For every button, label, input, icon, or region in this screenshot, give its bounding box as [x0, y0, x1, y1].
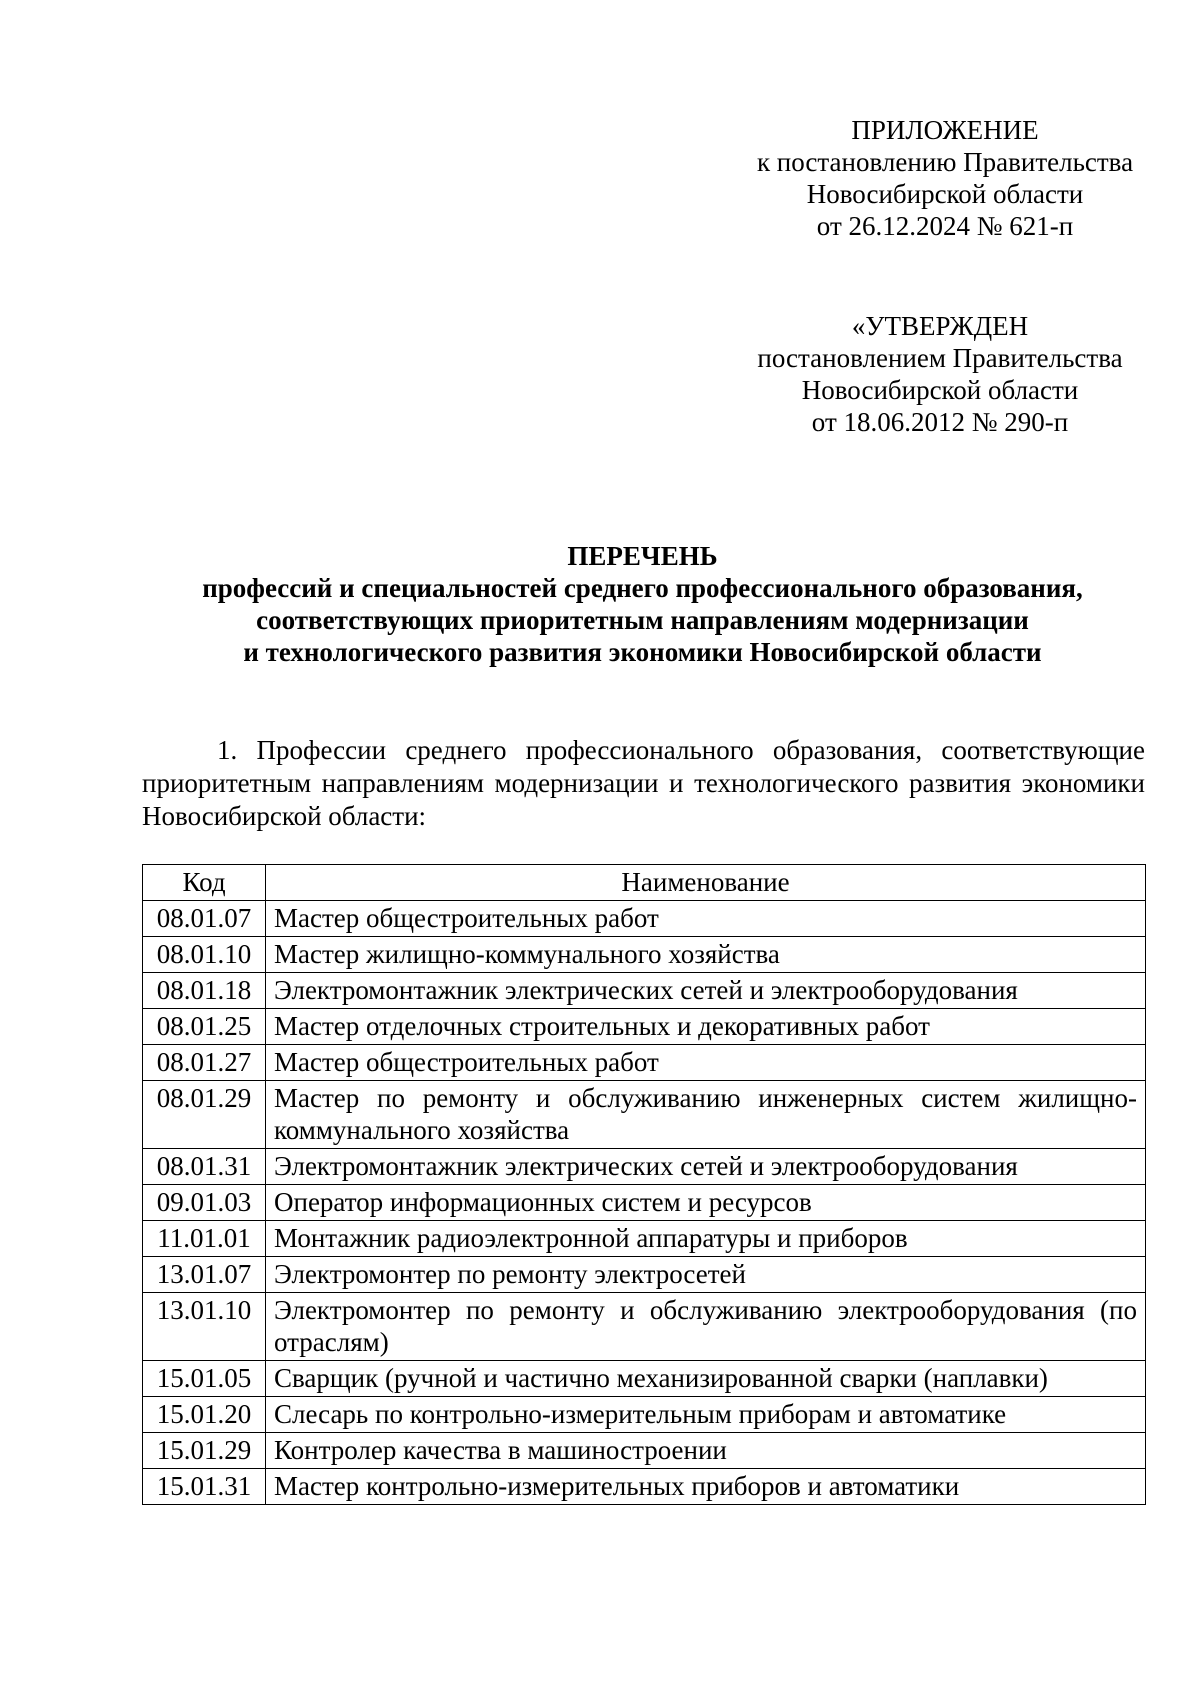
row-code: 09.01.03 — [143, 1185, 266, 1221]
row-name: Электромонтажник электрических сетей и электрооборудования — [266, 1149, 1146, 1185]
table-header-row — [143, 865, 1146, 901]
table-row — [143, 1185, 1146, 1221]
row-code: 08.01.25 — [143, 1009, 266, 1045]
appendix-heading: ПРИЛОЖЕНИЕ — [851, 115, 1039, 145]
title-heading: ПЕРЕЧЕНЬ — [567, 541, 718, 571]
appendix-line: к постановлению Правительства — [756, 147, 1134, 177]
table-row — [143, 1469, 1146, 1505]
professions-table — [142, 864, 1146, 1505]
approval-line: постановлением Правительства — [757, 343, 1123, 373]
row-code: 08.01.29 — [143, 1081, 266, 1149]
document-title — [130, 540, 1155, 668]
row-name: Электромонтер по ремонту и обслуживанию электрооборудования (по отраслям) — [266, 1293, 1146, 1361]
row-code: 08.01.07 — [143, 901, 266, 937]
title-line: профессий и специальностей среднего профессионального образования, — [202, 573, 1083, 603]
approval-date-number: от 18.06.2012 № 290-п — [811, 407, 1069, 437]
row-name: Монтажник радиоэлектронной аппаратуры и приборов — [266, 1221, 1146, 1257]
table-row — [143, 1221, 1146, 1257]
row-code: 08.01.31 — [143, 1149, 266, 1185]
table-row — [143, 1149, 1146, 1185]
row-code: 08.01.27 — [143, 1045, 266, 1081]
row-name: Электромонтер по ремонту электросетей — [266, 1257, 1146, 1293]
row-code: 13.01.07 — [143, 1257, 266, 1293]
row-name: Слесарь по контрольно-измерительным приборам и автоматике — [266, 1397, 1146, 1433]
row-name: Электромонтажник электрических сетей и электрооборудования — [266, 973, 1146, 1009]
row-code: 13.01.10 — [143, 1293, 266, 1361]
table-row — [143, 901, 1146, 937]
row-name: Сварщик (ручной и частично механизированной сварки (наплавки) — [266, 1361, 1146, 1397]
approval-line: Новосибирской области — [801, 375, 1079, 405]
table-row — [143, 1045, 1146, 1081]
row-name: Мастер контрольно-измерительных приборов и автоматики — [266, 1469, 1146, 1505]
table-row — [143, 1433, 1146, 1469]
table-row — [143, 1009, 1146, 1045]
table-row — [143, 1397, 1146, 1433]
row-code: 11.01.01 — [143, 1221, 266, 1257]
table-row — [143, 1293, 1146, 1361]
row-code: 08.01.10 — [143, 937, 266, 973]
header-code: Код — [143, 865, 266, 901]
appendix-line: Новосибирской области — [806, 179, 1084, 209]
row-name: Мастер по ремонту и обслуживанию инженерных систем жилищно-коммунального хозяйства — [266, 1081, 1146, 1149]
row-name: Мастер общестроительных работ — [266, 901, 1146, 937]
table-row — [143, 1257, 1146, 1293]
row-code: 15.01.31 — [143, 1469, 266, 1505]
row-code: 15.01.29 — [143, 1433, 266, 1469]
header-name: Наименование — [266, 865, 1146, 901]
table-row — [143, 937, 1146, 973]
table-row — [143, 973, 1146, 1009]
appendix-block — [690, 114, 1200, 242]
appendix-date-number: от 26.12.2024 № 621-п — [816, 211, 1074, 241]
title-line: и технологического развития экономики Новосибирской области — [243, 637, 1042, 667]
title-line: соответствующих приоритетным направлениям модернизации — [256, 605, 1029, 635]
row-code: 15.01.20 — [143, 1397, 266, 1433]
row-code: 15.01.05 — [143, 1361, 266, 1397]
row-code: 08.01.18 — [143, 973, 266, 1009]
row-name: Мастер жилищно-коммунального хозяйства — [266, 937, 1146, 973]
table-row — [143, 1081, 1146, 1149]
approval-heading: «УТВЕРЖДЕН — [851, 311, 1029, 341]
row-name: Оператор информационных систем и ресурсов — [266, 1185, 1146, 1221]
row-name: Мастер отделочных строительных и декоративных работ — [266, 1009, 1146, 1045]
intro-paragraph: 1. Профессии среднего профессионального образования, соответствующие приоритетным направлениям модернизации и технологического развития экономики Новосибирской области: — [142, 735, 1145, 831]
table-row — [143, 1361, 1146, 1397]
row-name: Мастер общестроительных работ — [266, 1045, 1146, 1081]
approval-block — [690, 310, 1190, 438]
row-name: Контролер качества в машиностроении — [266, 1433, 1146, 1469]
